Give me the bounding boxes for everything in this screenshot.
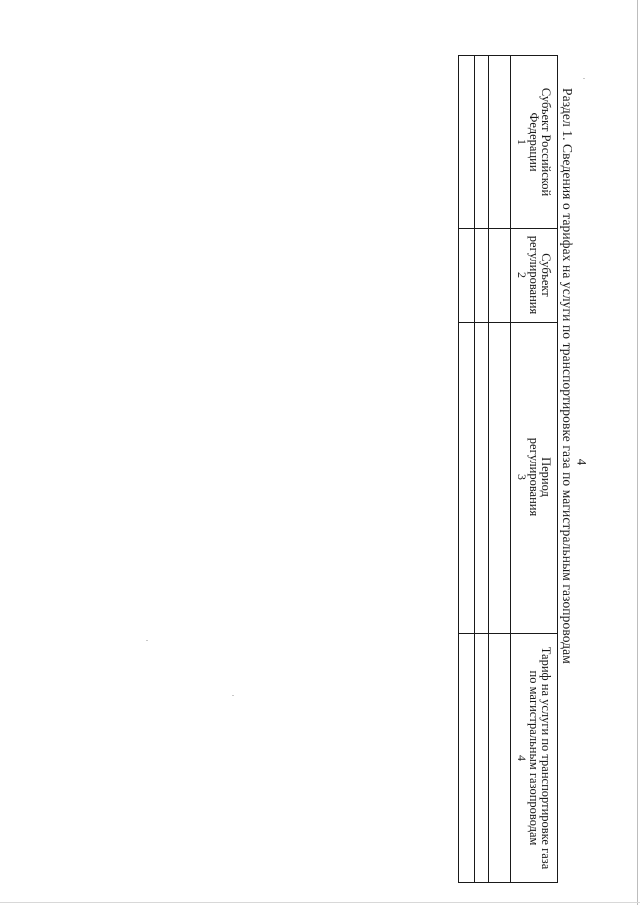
scan-edge-bottom: [0, 902, 640, 903]
column-header-1: [516, 88, 552, 196]
column-header-1-line2: Федерации: [527, 112, 541, 172]
table-row-divider: [488, 56, 489, 882]
column-header-3: [516, 438, 552, 516]
column-header-4-line2: по магистральным газопроводам: [527, 670, 541, 846]
column-header-2: [516, 236, 552, 314]
column-number-4: 4: [515, 755, 529, 761]
scan-speck: [583, 78, 585, 79]
section-title: Раздел 1. Сведения о тарифах на услуги по транспортировке газа по магистральным газопроводам: [560, 88, 575, 664]
table-row-divider: [510, 56, 511, 882]
column-header-3-line2: регулирования: [527, 437, 541, 517]
table-row-divider: [474, 56, 475, 882]
column-number-1: 1: [515, 139, 529, 145]
table-column-divider: [459, 633, 557, 634]
column-header-3-line1: Период: [539, 457, 553, 497]
table-column-divider: [459, 322, 557, 323]
scan-speck: [146, 640, 148, 641]
column-number-3: 3: [515, 474, 529, 480]
table-column-divider: [459, 228, 557, 229]
page-number: 4: [574, 458, 590, 466]
tariff-table: [458, 55, 558, 883]
scan-edge-right: [637, 0, 638, 905]
column-header-2-line1: Субъект: [539, 253, 553, 297]
scan-speck: [232, 695, 234, 696]
column-number-2: 2: [515, 272, 529, 278]
column-header-4: [516, 647, 552, 870]
column-header-4-line1: Тариф на услуги по транспортировке газа: [539, 646, 553, 870]
column-header-1-line1: Субъект Российской: [539, 87, 553, 197]
column-header-2-line2: регулирования: [527, 235, 541, 315]
